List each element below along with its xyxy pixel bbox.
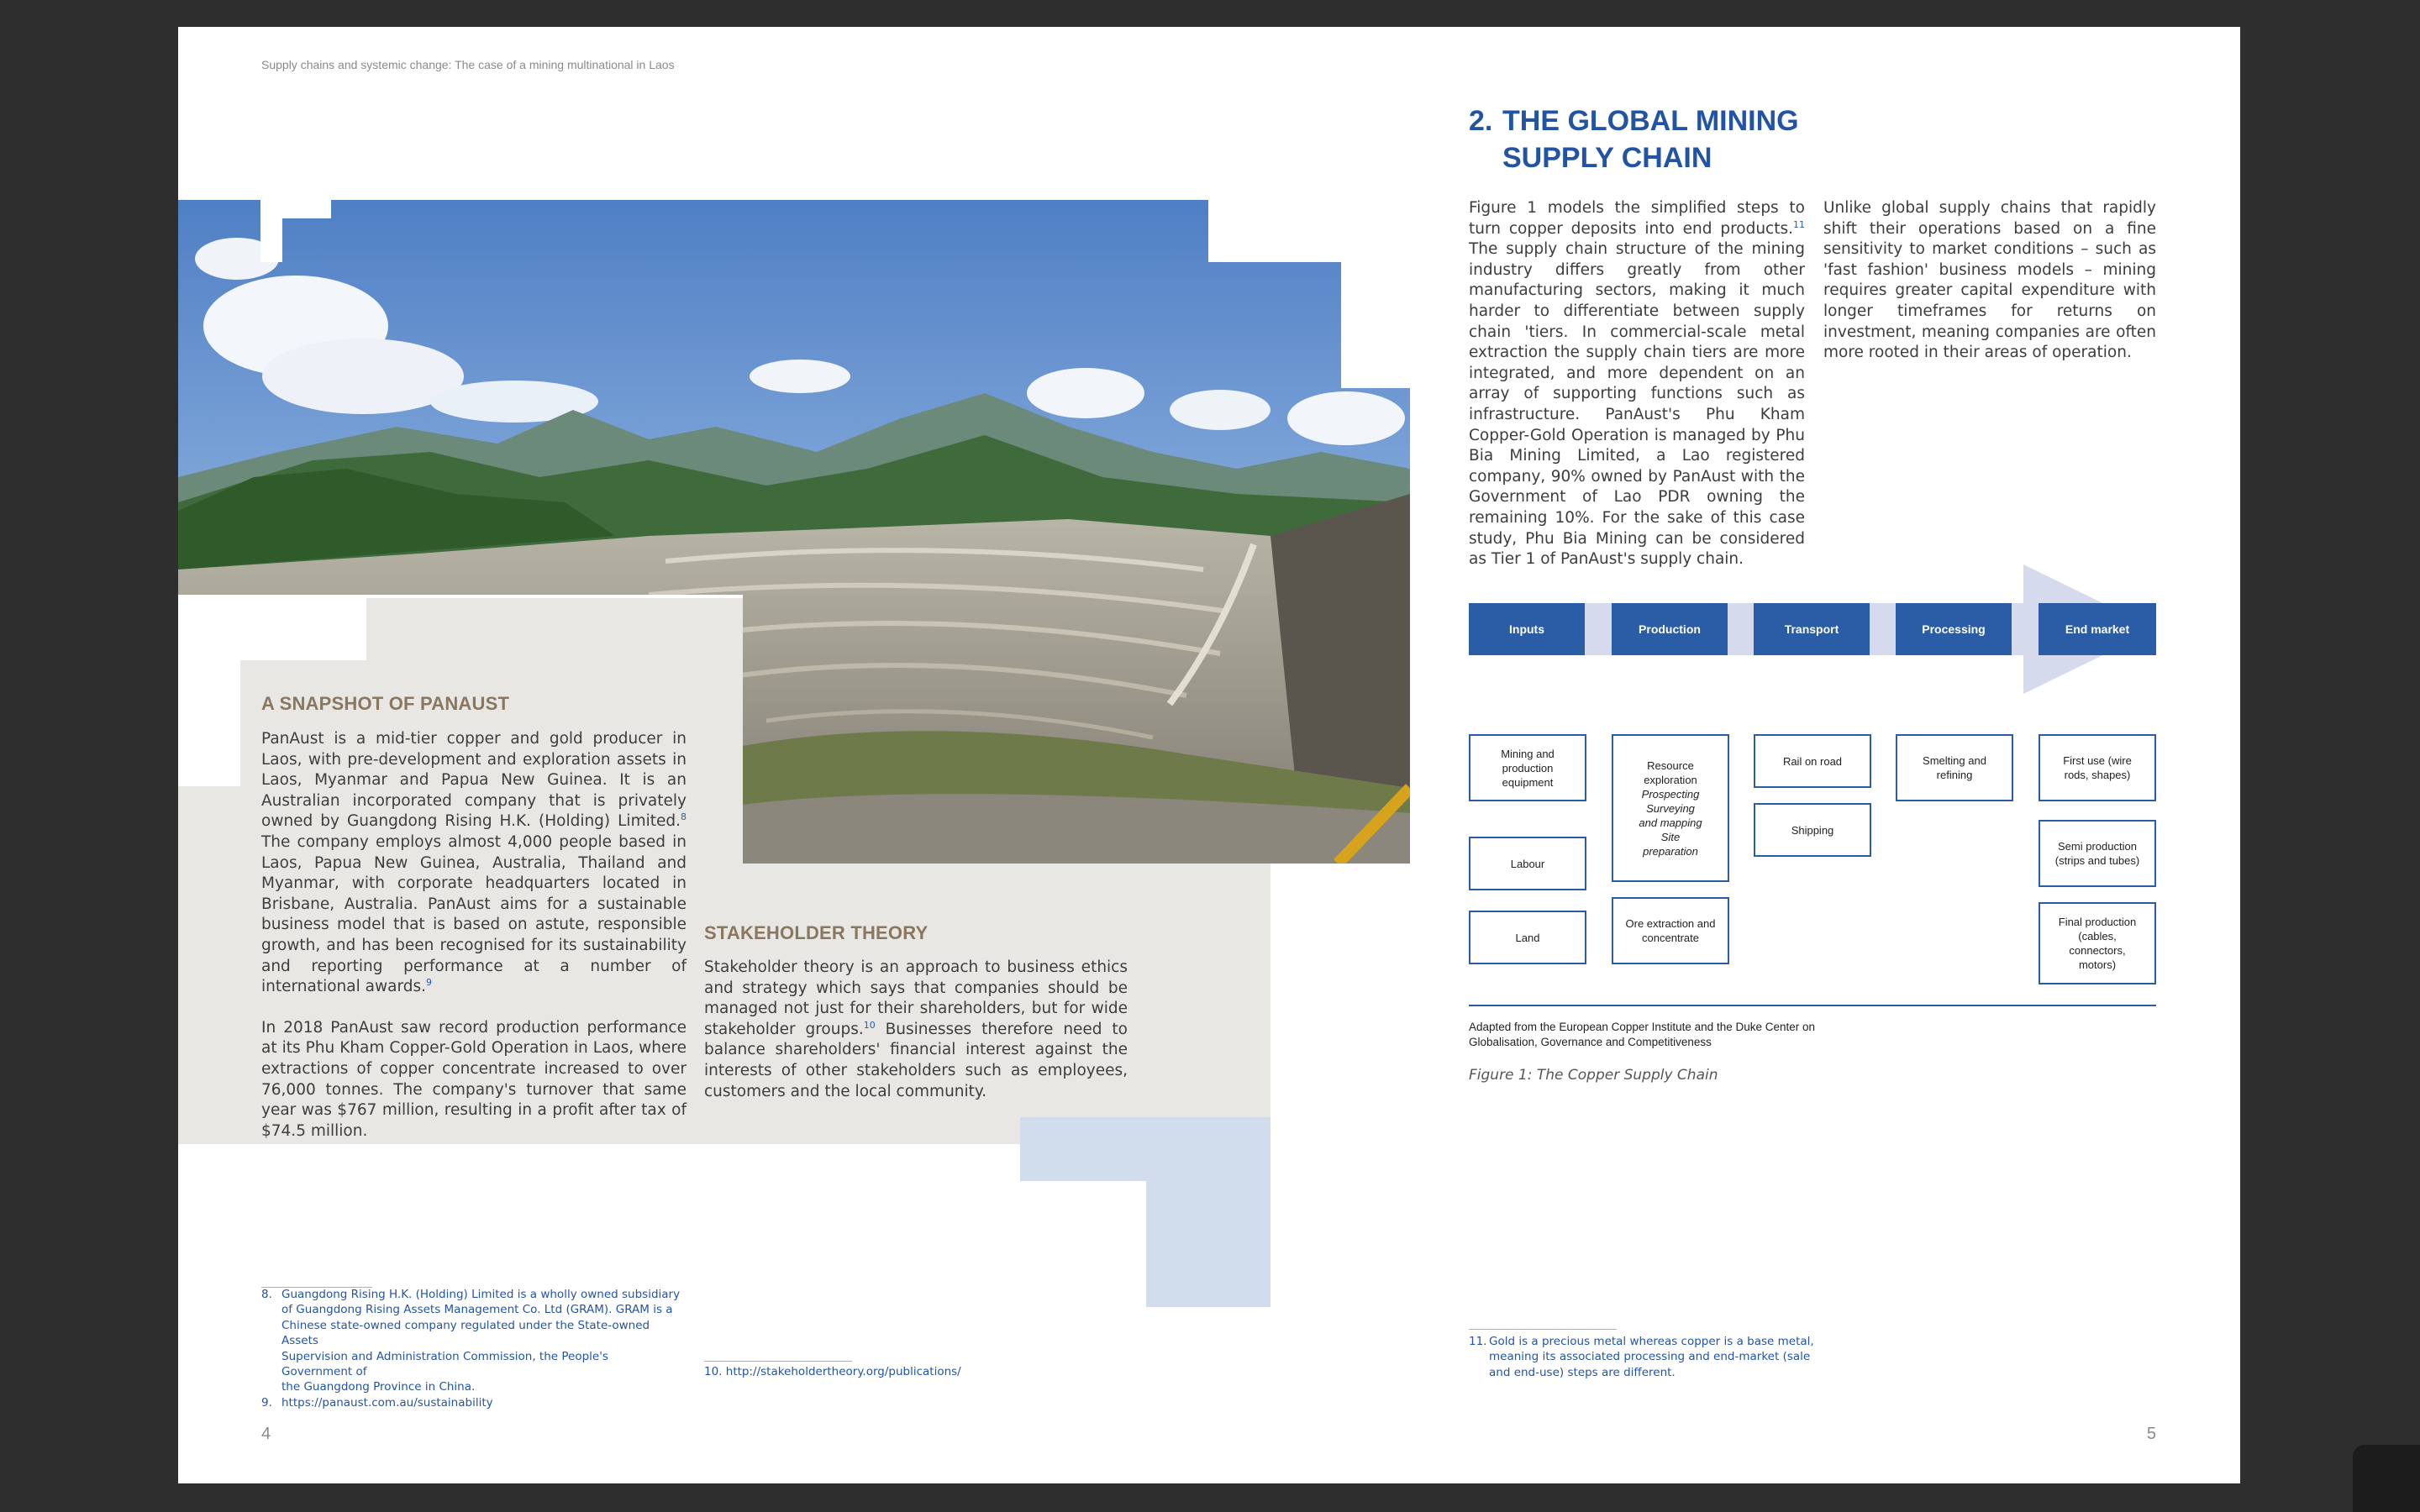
input-labour-label: Labour [1510, 857, 1545, 870]
footnote-8-number: 8. [261, 1288, 272, 1301]
diagram-rule [1469, 1005, 2156, 1006]
stakeholder-body [704, 958, 1128, 1122]
column-1-paragraph [1469, 198, 1805, 570]
copper-supply-chain-diagram [1469, 564, 2156, 984]
smelting-label: Smelting and refining [1923, 754, 1986, 781]
section-title-line-2: SUPPLY CHAIN [1502, 142, 1712, 174]
footnote-8-line-4: Supervision and Administration Commission, the People's Government of [281, 1349, 608, 1379]
footnote-9-link[interactable]: https://panaust.com.au/sustainability [281, 1395, 493, 1410]
source-line-1: Adapted from the European Copper Institute and the Duke Center on [1469, 1021, 1816, 1033]
snapshot-body [261, 729, 687, 1162]
input-box-equipment [1469, 734, 1586, 801]
final-production-label: Final production (cables, connectors, motors) [2058, 916, 2137, 971]
section-title-line-1: THE GLOBAL MINING [1502, 105, 1799, 137]
surveying-label: Surveying and mapping [1639, 801, 1702, 829]
document-spread [178, 27, 2240, 1483]
footnote-8-line-1: Guangdong Rising H.K. (Holding) Limited is a wholly owned subsidiary [281, 1288, 681, 1301]
stage-end-market: End market [2039, 603, 2156, 655]
transport-box-rail [1754, 734, 1871, 788]
snapshot-p1-text-a: PanAust is a mid-tier copper and gold producer in Laos, with pre-development and exploration assets in Laos, Myanmar and Papua New Guinea. It is an Australian incorporated company that is privately owned by Guangdong Rising H.K. (Holding) Limited. [261, 730, 687, 831]
blue-deco-block-2 [1146, 1117, 1270, 1307]
footnote-10-link[interactable]: http://stakeholdertheory.org/publications/ [725, 1365, 961, 1378]
footnote-11-line-2: meaning its associated processing and end-market (sale [1489, 1350, 1811, 1364]
footnote-ref-10[interactable]: 10 [863, 1019, 876, 1031]
page-number-right: 5 [2146, 1425, 2156, 1443]
diagram-source [1469, 1020, 1815, 1050]
shipping-label: Shipping [1791, 823, 1834, 837]
end-market-box-semi-production [2039, 820, 2156, 887]
footnote-11-line-3: and end-use) steps are different. [1489, 1365, 1676, 1379]
viewer-corner-widget[interactable] [2353, 1445, 2420, 1512]
stakeholder-heading: STAKEHOLDER THEORY [704, 922, 929, 943]
footnote-8-line-2: of Guangdong Rising Assets Management Co. Ltd (GRAM). GRAM is a [281, 1303, 673, 1317]
stage-production: Production [1612, 603, 1728, 655]
column-2-paragraph: Unlike global supply chains that rapidly shift their operations based on a fine sensitivity to market conditions – such as 'fast fashion' business models – mining requires greater capital expenditure with longer timeframes for returns on investment, meaning companies are often more rooted in their areas of operation. [1823, 199, 2156, 362]
production-box-ore-extraction [1612, 897, 1729, 964]
processing-box-smelting [1896, 734, 2013, 801]
stage-transport: Transport [1754, 603, 1870, 655]
footnote-ref-11[interactable]: 11 [1793, 218, 1805, 230]
footnote-9-number: 9. [261, 1395, 272, 1410]
rail-on-road-label: Rail on road [1782, 754, 1843, 768]
figure-caption: Figure 1: The Copper Supply Chain [1469, 1067, 1718, 1084]
semi-production-label: Semi production (strips and tubes) [2054, 840, 2140, 867]
footnote-10 [704, 1364, 1040, 1379]
source-line-2: Globalisation, Governance and Competitiveness [1469, 1036, 1712, 1048]
stakeholder-text-b: Businesses therefore need to balance shareholders' financial interest against the interests of other stakeholders such as employees, customers and the local community. [704, 1020, 1128, 1100]
resource-exploration-label: Resource exploration [1644, 759, 1697, 786]
footnote-11-line-1: Gold is a precious metal whereas copper is a base metal, [1489, 1335, 1814, 1348]
section-title [1469, 102, 1799, 176]
stakeholder-text-a: Stakeholder theory is an approach to business ethics and strategy which says that companies should be managed not just for their shareholders, but for wide stakeholder groups. [704, 958, 1128, 1038]
footnote-11-number: 11. [1469, 1335, 1487, 1348]
footnote-10-number: 10. [704, 1365, 723, 1378]
footnote-ref-9[interactable]: 9 [425, 976, 432, 988]
footnote-ref-8[interactable]: 8 [681, 811, 687, 823]
input-box-land [1469, 911, 1586, 964]
transport-box-shipping [1754, 803, 1871, 857]
production-box-resource-exploration [1612, 734, 1729, 882]
snapshot-paragraph-2: In 2018 PanAust saw record production performance at its Phu Kham Copper-Gold Operation in Laos, where extractions of copper concentrate increased to over 76,000 tonnes. The company's turnover that same year was $767 million, resulting in a profit after tax of $74.5 million. [261, 1018, 687, 1140]
prospecting-label: Prospecting [1641, 787, 1700, 801]
snapshot-heading: A SNAPSHOT OF PANAUST [261, 693, 510, 714]
footnote-rule-middle [704, 1361, 852, 1362]
section-number: 2. [1469, 105, 1493, 137]
column-1-text-b: The supply chain structure of the mining industry differs greatly from other manufacturing sectors, making it much harder to differentiate between supply chain 'tiers. In commercial-scale metal extraction the supply chain tiers are more integrated, and more dependent on an array of supporting functions such as infrastructure. PanAust's Phu Kham Copper-Gold Operation is managed by Phu Bia Mining Limited, a Lao registered company, 90% owned by PanAust with the Government of Lao PDR owning the remaining 10%. For the sake of this case study, Phu Bia Mining can be considered as Tier 1 of PanAust's supply chain. [1469, 240, 1805, 569]
section-column-1 [1469, 198, 1805, 591]
snapshot-paragraph-1 [261, 729, 687, 998]
end-market-box-first-use [2039, 734, 2156, 801]
site-preparation-label: Site preparation [1643, 830, 1698, 858]
snapshot-p1-text-b: The company employs almost 4,000 people based in Laos, Papua New Guinea, Australia, Thailand and Myanmar, with corporate headquarters located in Brisbane, Australia. PanAust aims for a sustainable business model that is based on astute, responsible growth, and has been recognised for its sustainability and reporting performance at a number of international awards. [261, 832, 687, 996]
section-column-2 [1823, 198, 2156, 384]
input-equipment-label: Mining and production equipment [1501, 747, 1555, 789]
first-use-label: First use (wire rods, shapes) [2063, 754, 2132, 781]
end-market-box-final-production [2039, 902, 2156, 984]
running-header: Supply chains and systemic change: The case of a mining multinational in Laos [261, 58, 675, 71]
footnote-8-line-3: Chinese state-owned company regulated under the State-owned Assets [281, 1318, 650, 1348]
stakeholder-paragraph [704, 958, 1128, 1102]
footnote-rule-right [1469, 1329, 1617, 1330]
ore-extraction-label: Ore extraction and concentrate [1625, 917, 1716, 944]
stage-processing: Processing [1896, 603, 2012, 655]
input-land-label: Land [1515, 931, 1540, 944]
column-1-text-a: Figure 1 models the simplified steps to turn copper deposits into end products. [1469, 199, 1805, 238]
footnote-8-line-5: the Guangdong Province in China. [281, 1380, 476, 1394]
page-number-left: 4 [261, 1425, 271, 1443]
footnote-8 [261, 1287, 681, 1410]
footnote-11 [1469, 1334, 1822, 1380]
input-box-labour [1469, 837, 1586, 890]
stage-inputs: Inputs [1469, 603, 1585, 655]
